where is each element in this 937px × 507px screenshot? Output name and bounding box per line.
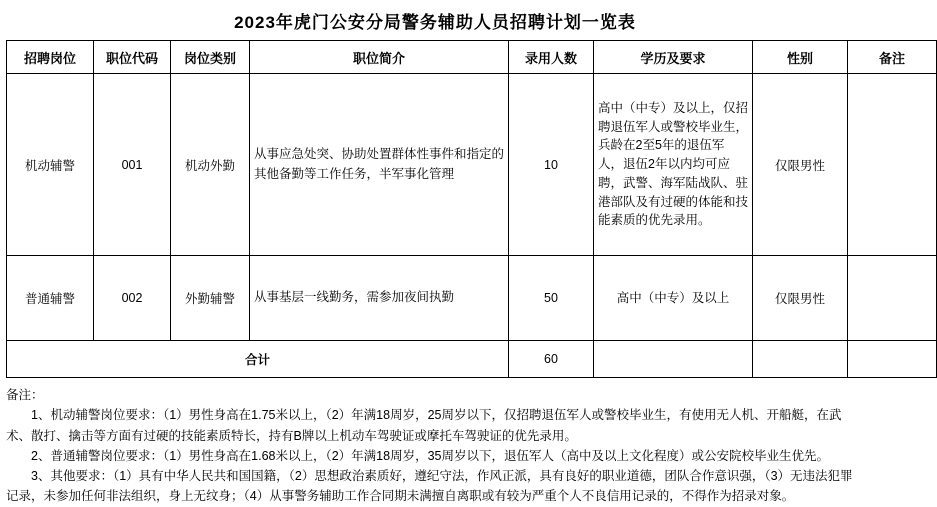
cell-code: 001 xyxy=(94,74,171,256)
column-header-code: 职位代码 xyxy=(94,41,171,74)
cell-remark xyxy=(848,74,937,256)
cell-remark xyxy=(848,256,937,341)
column-header-education: 学历及要求 xyxy=(594,41,753,74)
total-remark-blank xyxy=(848,341,937,378)
cell-type: 外勤辅警 xyxy=(171,256,250,341)
column-header-remark: 备注 xyxy=(848,41,937,74)
notes-section xyxy=(6,385,864,507)
cell-post: 普通辅警 xyxy=(7,256,94,341)
column-header-type: 岗位类别 xyxy=(171,41,250,74)
total-gender-blank xyxy=(753,341,848,378)
cell-description: 从事基层一线勤务，需参加夜间执勤 xyxy=(250,256,509,341)
cell-gender: 仅限男性 xyxy=(753,256,848,341)
cell-education: 高中（中专）及以上 xyxy=(594,256,753,341)
total-value: 60 xyxy=(509,341,594,378)
cell-code: 002 xyxy=(94,256,171,341)
cell-post: 机动辅警 xyxy=(7,74,94,256)
cell-number: 10 xyxy=(509,74,594,256)
table-row xyxy=(7,256,937,341)
table-body xyxy=(7,74,937,378)
cell-number: 50 xyxy=(509,256,594,341)
column-header-gender: 性别 xyxy=(753,41,848,74)
column-header-description: 职位简介 xyxy=(250,41,509,74)
recruitment-plan-table xyxy=(6,40,937,378)
note-item-1: 1、机动辅警岗位要求：（1）男性身高在1.75米以上，（2）年满18周岁，25周岁以下，仅招聘退伍军人或警校毕业生，有使用无人机、开船艇，在武术、散打、擒击等方面有过硬的技能素质特长，持有B牌以上机动车驾驶证或摩托车驾驶证的优先录用。 xyxy=(6,408,842,443)
cell-education: 高中（中专）及以上，仅招聘退伍军人或警校毕业生，兵龄在2至5年的退伍军人，退伍2年以内均可应聘，武警、海军陆战队、驻港部队及有过硬的体能和技能素质的优先录用。 xyxy=(594,74,753,256)
column-header-post: 招聘岗位 xyxy=(7,41,94,74)
total-education-blank xyxy=(594,341,753,378)
cell-description: 从事应急处突、协助处置群体性事件和指定的其他备勤等工作任务，半军事化管理 xyxy=(250,74,509,256)
table-header-row xyxy=(7,41,937,74)
note-item-3: 3、其他要求：（1）具有中华人民共和国国籍，（2）思想政治素质好，遵纪守法，作风正派，具有良好的职业道德，团队合作意识强，（3）无违法犯罪记录，未参加任何非法组织，身上无纹身；（4）从事警务辅助工作合同期未满擅自离职或有较为严重个人不良信用记录的，不得作为招录对象。 xyxy=(6,469,853,504)
total-label: 合计 xyxy=(7,341,509,378)
cell-type: 机动外勤 xyxy=(171,74,250,256)
note-item-2: 2、普通辅警岗位要求：（1）男性身高在1.68米以上，（2）年满18周岁，35周岁以下，退伍军人（高中及以上文化程度）或公安院校毕业生优先。 xyxy=(31,448,829,463)
table-header xyxy=(7,41,937,74)
notes-label: 备注： xyxy=(6,388,44,402)
page-title: 2023年虎门公安分局警务辅助人员招聘计划一览表 xyxy=(234,13,636,32)
table-total-row xyxy=(7,341,937,378)
table-row xyxy=(7,74,937,256)
column-header-number: 录用人数 xyxy=(509,41,594,74)
cell-gender: 仅限男性 xyxy=(753,74,848,256)
